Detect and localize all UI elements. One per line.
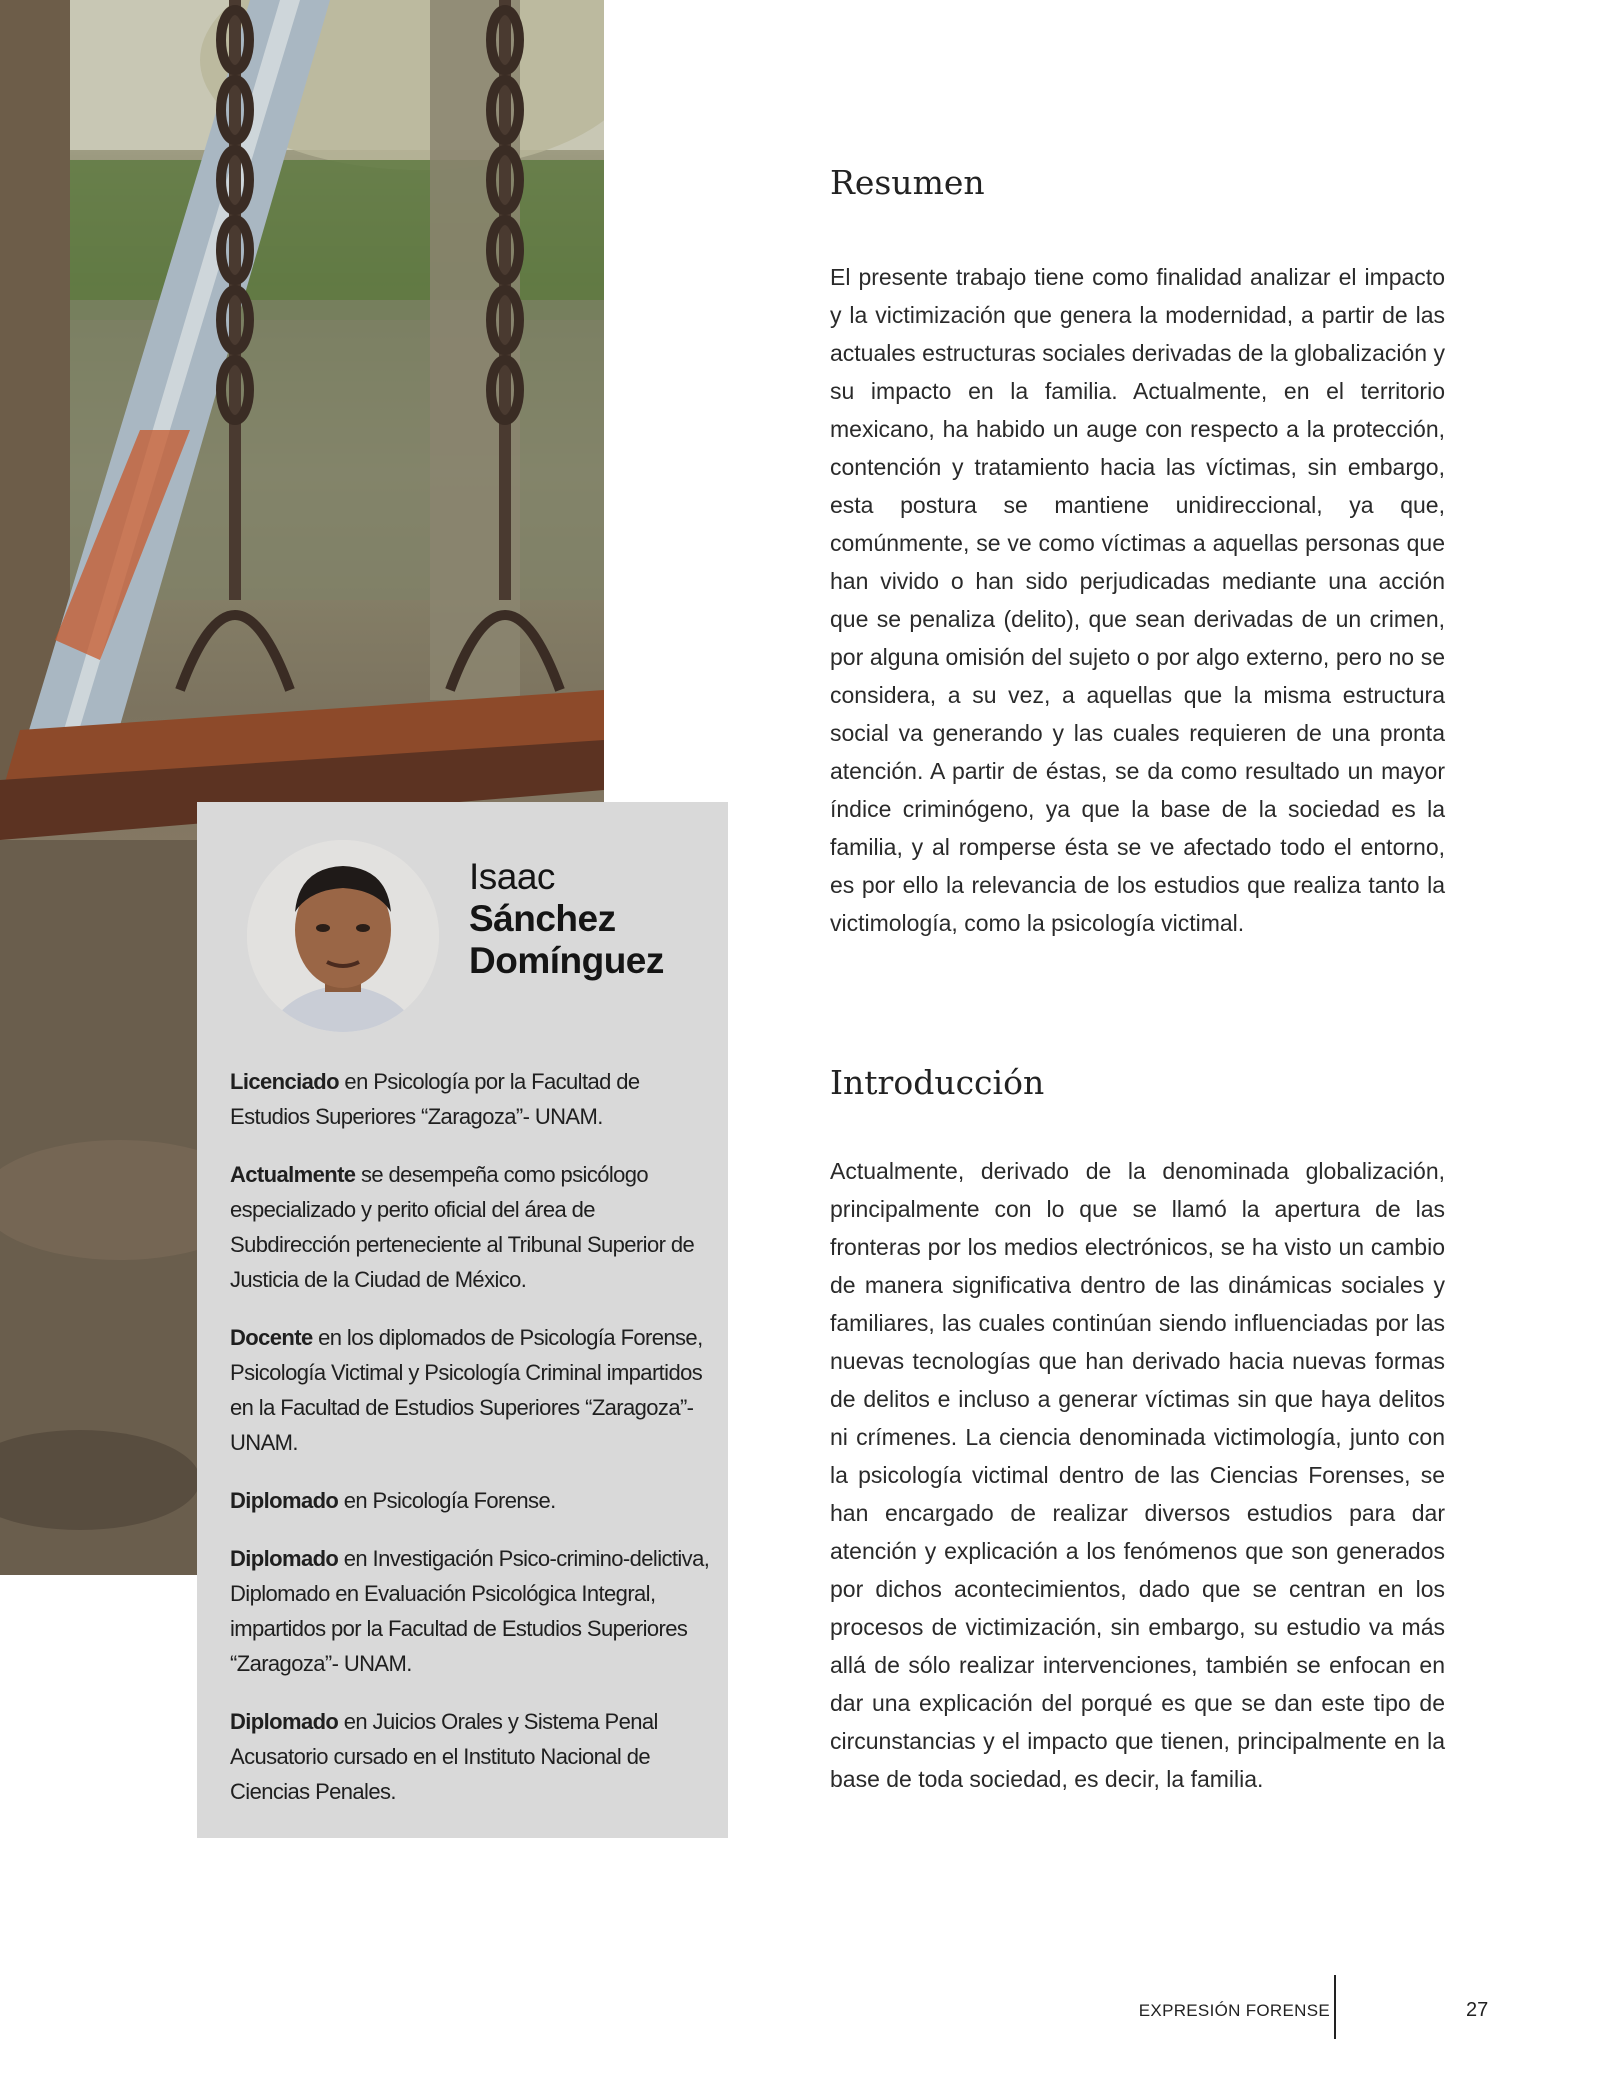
resumen-text: El presente trabajo tiene como finalidad analizar el impacto y la victimización que genera la modernidad, a partir de las actuales estructuras sociales derivadas de la globalización y su impacto en la familia. Actualmente, en el territorio mexicano, ha habido un auge con respecto a la protección, contención y tratamiento hacia las víctimas, sin embargo, esta postura se mantiene unidireccional, ya que, comúnmente, se ve como víctimas a aquellas personas que han vivido o han sido perjudicadas mediante una acción que se penaliza (delito), que sean derivadas de un crimen, por alguna omisión del sujeto o por algo externo, pero no se considera, a su vez, a aquellas que la misma estructura social va generando y las cuales requieren de una pronta atención. A partir de éstas, se da como resultado un mayor índice criminógeno, ya que la base de la sociedad es la familia, y al romperse ésta se ve afectado todo el entorno, es por ello la relevancia de los estudios que realiza tanto la victimología, como la psicología victimal. [830, 264, 1445, 936]
bio-item: Licenciado en Psicología por la Facultad de Estudios Superiores “Zaragoza”- UNAM. [230, 1069, 640, 1129]
bio-item: Actualmente se desempeña como psicólogo especializado y perito oficial del área de Subdirección perteneciente al Tribunal Superior de Justicia de la Ciudad de México. [230, 1162, 695, 1292]
author-first-name: Isaac [469, 856, 555, 897]
resumen-heading: Resumen [830, 163, 985, 202]
introduccion-section [830, 1063, 1445, 1798]
bio-item: Diplomado en Psicología Forense. [230, 1488, 556, 1513]
resumen-section [830, 163, 1445, 942]
bio-item: Diplomado en Investigación Psico-crimino-delictiva, Diplomado en Evaluación Psicológica Integral, impartidos por la Facultad de Estudios Superiores “Zaragoza”- UNAM. [230, 1546, 710, 1676]
bio-item: Diplomado en Juicios Orales y Sistema Penal Acusatorio cursado en el Instituto Nacional de Ciencias Penales. [230, 1709, 658, 1804]
person-portrait-icon [247, 840, 439, 1032]
introduccion-text: Actualmente, derivado de la denominada globalización, principalmente con lo que se llamó la apertura de las fronteras por los medios electrónicos, se ha visto un cambio de manera significativa dentro de las dinámicas sociales y familiares, las cuales continúan siendo influenciadas por las nuevas tecnologías que han derivado hacia nuevas formas de delitos e incluso a generar víctimas sin que haya delitos ni crímenes. La ciencia denominada victimología, junto con la psicología victimal dentro de las Ciencias Forenses, se han encargado de realizar diversos estudios para dar atención y explicación a los fenómenos que son generados por dichos acontecimientos, dado que se centran en los procesos de victimización, sin embargo, su estudio va más allá de sólo realizar intervenciones, también se enfocan en dar una explicación del porqué es que se dan este tipo de circunstancias y el impacto que tienen, principalmente en la base de toda sociedad, es decir, la familia. [830, 1158, 1445, 1792]
author-last-name-1: Sánchez [469, 898, 616, 939]
magazine-title: EXPRESIÓN FORENSE [1138, 2001, 1330, 2020]
author-bio-card [197, 802, 728, 1838]
author-name [469, 856, 719, 982]
author-last-name-2: Domínguez [469, 940, 664, 981]
footer-divider [1334, 1975, 1336, 2039]
bio-item: Docente en los diplomados de Psicología Forense, Psicología Victimal y Psicología Criminal impartidos en la Facultad de Estudios Superiores “Zaragoza”- UNAM. [230, 1325, 703, 1455]
author-photo [247, 840, 439, 1032]
introduccion-heading: Introducción [830, 1063, 1045, 1102]
page-number: 27 [1466, 1999, 1489, 2021]
bio-list [230, 1064, 710, 1832]
